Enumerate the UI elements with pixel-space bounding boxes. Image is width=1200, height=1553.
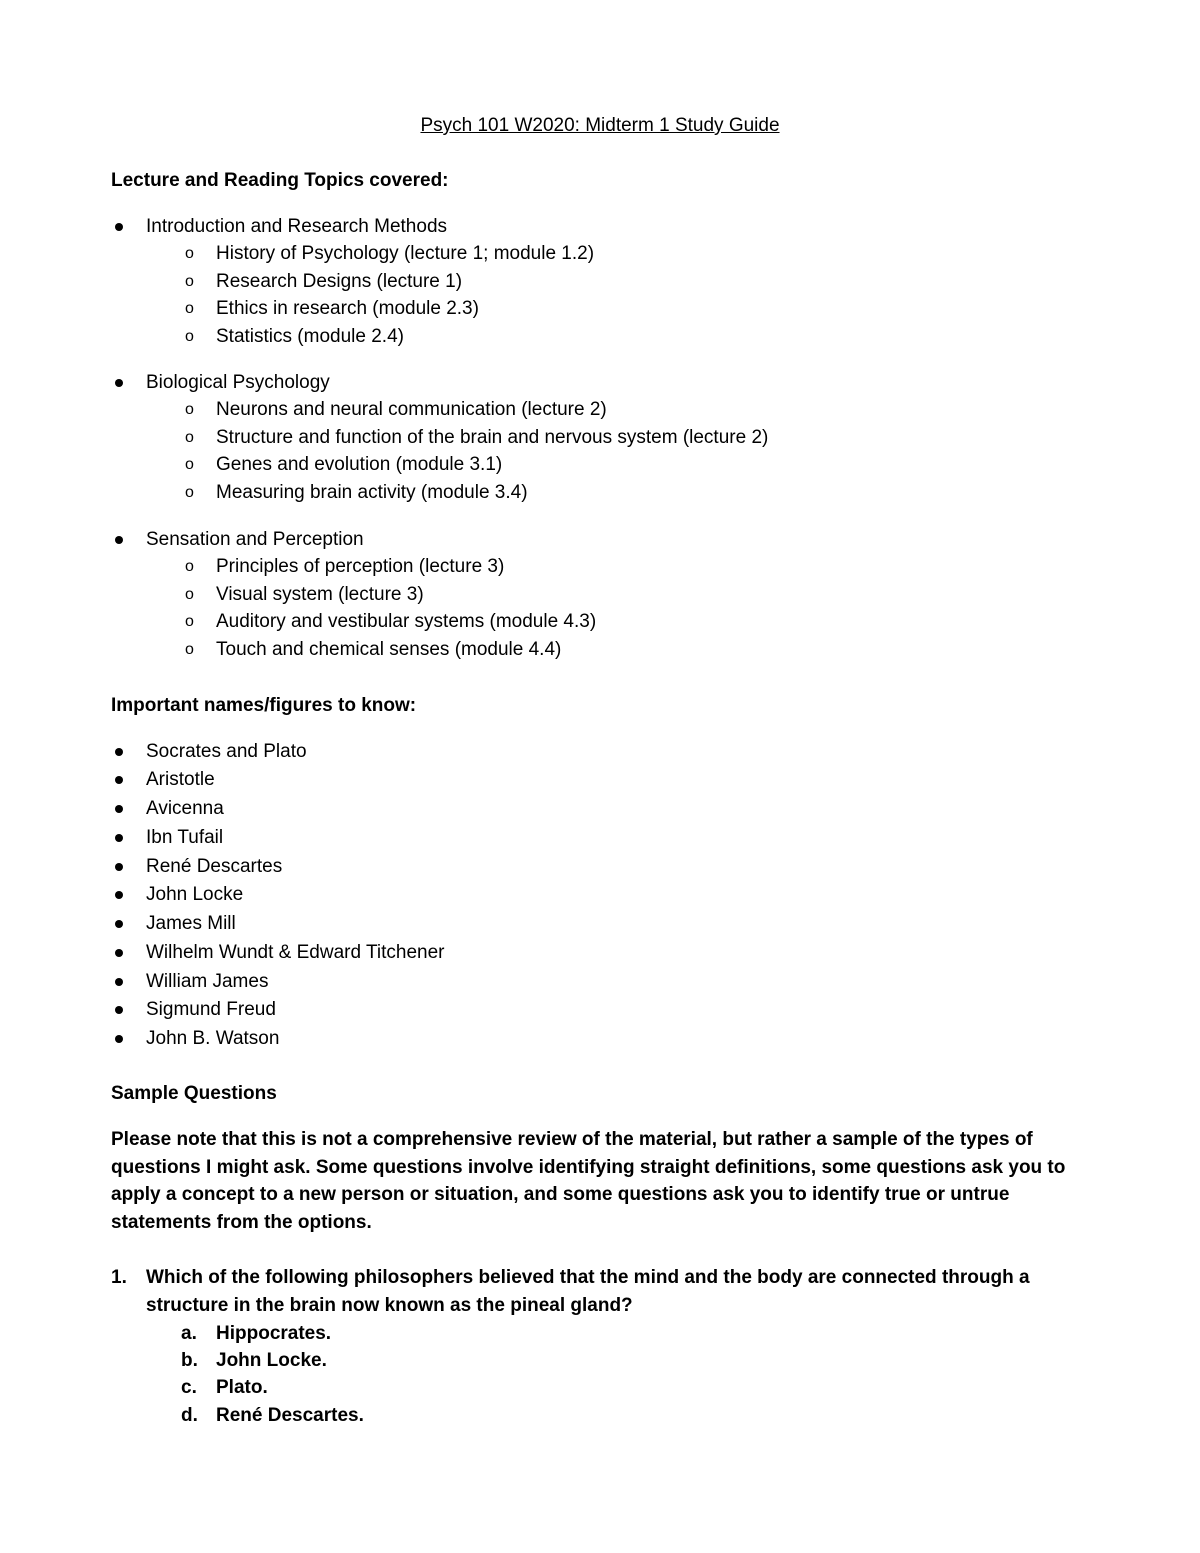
option-text: John Locke. bbox=[216, 1350, 327, 1371]
bullet-icon bbox=[115, 834, 123, 842]
name-label: Aristotle bbox=[146, 769, 215, 790]
bullet-icon bbox=[115, 1006, 123, 1014]
question-number: 1. bbox=[111, 1267, 127, 1288]
subtopic-label: Touch and chemical senses (module 4.4) bbox=[216, 639, 562, 660]
circle-bullet-icon: o bbox=[185, 245, 194, 262]
circle-bullet-icon: o bbox=[185, 429, 194, 446]
subtopic-label: Measuring brain activity (module 3.4) bbox=[216, 482, 528, 503]
name-label: Ibn Tufail bbox=[146, 827, 224, 848]
bullet-icon bbox=[115, 776, 123, 784]
subtopic-label: Genes and evolution (module 3.1) bbox=[216, 454, 503, 475]
name-label: Wilhelm Wundt & Edward Titchener bbox=[146, 942, 445, 963]
bullet-icon bbox=[115, 920, 123, 928]
subtopic-label: Research Designs (lecture 1) bbox=[216, 271, 463, 292]
bullet-icon bbox=[115, 978, 123, 986]
bullet-icon bbox=[115, 891, 123, 899]
subtopic-label: Neurons and neural communication (lecture 2) bbox=[216, 399, 607, 420]
subtopic-label: Principles of perception (lecture 3) bbox=[216, 556, 505, 577]
circle-bullet-icon: o bbox=[185, 401, 194, 418]
name-label: Socrates and Plato bbox=[146, 741, 307, 762]
option-letter: a. bbox=[181, 1323, 197, 1344]
bullet-icon bbox=[115, 223, 123, 231]
topic-label: Biological Psychology bbox=[146, 372, 330, 393]
circle-bullet-icon: o bbox=[185, 273, 194, 290]
name-label: William James bbox=[146, 971, 269, 992]
answer-option bbox=[181, 1320, 332, 1347]
bullet-icon bbox=[115, 1035, 123, 1043]
name-label: Avicenna bbox=[146, 798, 224, 819]
bullet-icon bbox=[115, 379, 123, 387]
bullet-icon bbox=[115, 949, 123, 957]
topics-heading: Lecture and Reading Topics covered: bbox=[111, 170, 449, 191]
bullet-icon bbox=[115, 863, 123, 871]
circle-bullet-icon: o bbox=[185, 613, 194, 630]
option-text: Plato. bbox=[216, 1377, 268, 1398]
names-heading: Important names/figures to know: bbox=[111, 695, 417, 716]
circle-bullet-icon: o bbox=[185, 641, 194, 658]
option-letter: d. bbox=[181, 1405, 198, 1426]
name-label: James Mill bbox=[146, 913, 236, 934]
sample-questions-heading: Sample Questions bbox=[111, 1083, 277, 1104]
page-title: Psych 101 W2020: Midterm 1 Study Guide bbox=[420, 115, 780, 136]
topic-label: Introduction and Research Methods bbox=[146, 216, 448, 237]
subtopic-label: Statistics (module 2.4) bbox=[216, 326, 404, 347]
circle-bullet-icon: o bbox=[185, 586, 194, 603]
answer-option bbox=[181, 1374, 268, 1401]
question-text: Which of the following philosophers believed that the mind and the body are connected through a structure in the brain now known as the pineal gland? bbox=[146, 1267, 1030, 1316]
answer-option bbox=[181, 1347, 327, 1374]
subtopic-label: Ethics in research (module 2.3) bbox=[216, 298, 479, 319]
option-letter: b. bbox=[181, 1350, 198, 1371]
bullet-icon bbox=[115, 536, 123, 544]
circle-bullet-icon: o bbox=[185, 300, 194, 317]
circle-bullet-icon: o bbox=[185, 456, 194, 473]
name-label: Sigmund Freud bbox=[146, 999, 276, 1020]
option-text: René Descartes. bbox=[216, 1405, 364, 1426]
option-letter: c. bbox=[181, 1377, 197, 1398]
subtopic-label: Structure and function of the brain and nervous system (lecture 2) bbox=[216, 427, 769, 448]
name-label: John Locke bbox=[146, 884, 244, 905]
topic-label: Sensation and Perception bbox=[146, 529, 364, 550]
answer-option bbox=[181, 1402, 364, 1429]
subtopic-label: Auditory and vestibular systems (module 4.3) bbox=[216, 611, 597, 632]
bullet-icon bbox=[115, 748, 123, 756]
subtopic-label: Visual system (lecture 3) bbox=[216, 584, 424, 605]
sample-intro-paragraph: Please note that this is not a comprehensive review of the material, but rather a sample of the types of questions I might ask. Some questions involve identifying straight definitions, some questions ask you to apply a concept to a new person or situation, and some questions ask you to identify true or untrue statements from the options. bbox=[111, 1129, 1066, 1233]
subtopic-label: History of Psychology (lecture 1; module 1.2) bbox=[216, 243, 595, 264]
option-text: Hippocrates. bbox=[216, 1323, 332, 1344]
name-label: René Descartes bbox=[146, 856, 283, 877]
circle-bullet-icon: o bbox=[185, 558, 194, 575]
circle-bullet-icon: o bbox=[185, 484, 194, 501]
circle-bullet-icon: o bbox=[185, 328, 194, 345]
bullet-icon bbox=[115, 805, 123, 813]
name-label: John B. Watson bbox=[146, 1028, 280, 1049]
